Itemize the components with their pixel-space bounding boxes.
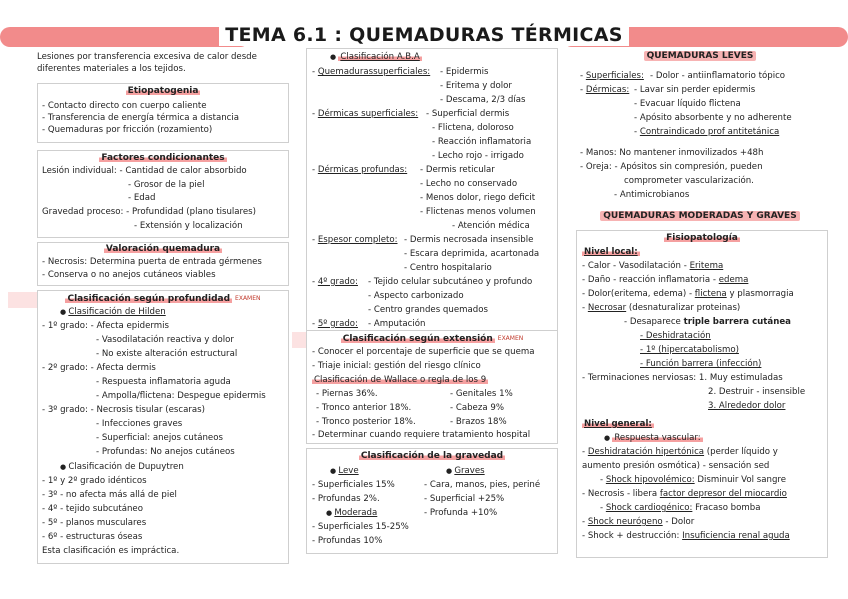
etiopatogenia-heading: Etiopatogenia [127, 86, 199, 96]
general-label: Nivel general: [584, 419, 652, 429]
leves-more: - Oreja: - Apósitos sin compresión, pueden [580, 162, 763, 172]
extension-line: - Conocer el porcentaje de superficie que se quema [312, 347, 535, 357]
graves-line: - Cara, manos, pies, periné [424, 480, 541, 490]
moderada-line: - Profundas 10% [312, 536, 383, 546]
local-line: - Terminaciones nerviosas: 1. Muy estimuladas [582, 373, 783, 383]
leves-sup-line: - Dolor - antiinflamatorio tópico [650, 71, 786, 81]
extension-line: - Triaje inicial: gestión del riesgo clínico [312, 361, 481, 371]
aba-ds-line: - Lecho rojo - irrigado [432, 151, 524, 161]
aba-dp-line: - Menos dolor, riego deficit [420, 193, 536, 203]
local-line: 3. Alrededor dolor [708, 401, 786, 411]
local-line: - Deshidratación [640, 331, 711, 341]
wallace-line: - Brazos 18% [450, 417, 507, 427]
general-line: - Shock cardiogénico: Fracaso bomba [600, 503, 761, 513]
leves-heading: QUEMADURAS LEVES [575, 51, 825, 62]
local-line: - Función barrera (infección) [640, 359, 762, 369]
valoracion-heading: Valoración quemadura [105, 244, 221, 254]
leve-line: - Profundas 2%. [312, 494, 380, 504]
extension-last: - Determinar cuando requiere tratamiento hospital [312, 430, 531, 440]
factores-line: - Extensión y localización [134, 221, 243, 231]
aba-ec-label: - Espesor completo: [312, 235, 398, 245]
aba-ec-line: - Escara deprimida, acartonada [404, 249, 540, 259]
wallace-label: Clasificación de Wallace o regla de los 9 [314, 375, 487, 385]
dupuytren-line: - 5º - planos musculares [42, 518, 147, 528]
moderada-line: - Superficiales 15-25% [312, 522, 409, 532]
vascular-label: ● Respuesta vascular: [604, 433, 703, 444]
local-line: - Daño - reacción inflamatoria - edema [582, 275, 749, 285]
hilden-line: - Respuesta inflamatoria aguda [96, 377, 231, 387]
wallace-line: - Cabeza 9% [450, 403, 504, 413]
aba-heading: ● Clasificación A.B.A [330, 52, 422, 63]
dupuytren-line: - 3º - no afecta más allá de piel [42, 490, 177, 500]
hilden-label: ● Clasificación de Hilden [60, 307, 166, 318]
gravedad-heading: Clasificación de la gravedad [360, 451, 504, 461]
aba-g4-line: - Centro grandes quemados [368, 305, 488, 315]
hilden-line: - Profundas: No anejos cutáneos [96, 447, 235, 457]
local-label: Nivel local: [584, 247, 638, 257]
hilden-line: - Superficial: anejos cutáneos [96, 433, 223, 443]
moderadas-heading: QUEMADURAS MODERADAS Y GRAVES [575, 211, 825, 222]
general-line: - Shock + destrucción: Insuficiencia renal aguda [582, 531, 790, 541]
graves-line: - Superficial +25% [424, 494, 505, 504]
aba-ds-label: - Dérmicas superficiales: [312, 109, 419, 119]
leve-label: ● Leve [330, 466, 359, 477]
aba-g4-label: - 4º grado: [312, 277, 358, 287]
moderada-label: ● Moderada [326, 508, 377, 519]
local-line: - Desaparece triple barrera cutánea [624, 317, 791, 327]
factores-line: Lesión individual: - Cantidad de calor absorbido [42, 166, 247, 176]
leves-more: - Manos: No mantener inmovilizados +48h [580, 148, 764, 158]
dupuytren-line: - 6º - estructuras óseas [42, 532, 143, 542]
hilden-line: - Ampolla/flictena: Despegue epidermis [96, 391, 266, 401]
aba-dp-line: - Flictenas menos volumen [420, 207, 536, 217]
leves-contra: - Contraindicado prof antitetánica [634, 127, 780, 137]
valoracion-line: - Conserva o no anejos cutáneos viables [42, 270, 216, 280]
graves-label: ● Graves [446, 466, 485, 477]
aba-sup-line: - Eritema y dolor [440, 81, 512, 91]
hilden-line: - No existe alteración estructural [96, 349, 238, 359]
local-line: - 1º (hipercatabolismo) [640, 345, 739, 355]
aba-ds-line: - Superficial dermis [426, 109, 510, 119]
leves-sup-label: - Superficiales: [580, 71, 644, 81]
hilden-line: - 2º grado: - Afecta dermis [42, 363, 156, 373]
aba-ds-line: - Reacción inflamatoria [432, 137, 532, 147]
intro-line-1: Lesiones por transferencia excesiva de calor desde [37, 52, 257, 62]
dupuytren-label: ● Clasificación de Dupuytren [60, 462, 184, 473]
local-line: 2. Destruir - insensible [708, 387, 806, 397]
leves-der-label: - Dérmicas: [580, 85, 630, 95]
aba-dp-line: - Atención médica [452, 221, 530, 231]
intro-line-2: diferentes materiales a los tejidos. [37, 64, 186, 74]
extension-heading: Clasificación según extensión EXAMEN [342, 334, 524, 344]
leves-der-line: - Evacuar líquido flictena [634, 99, 741, 109]
aba-dp-line: - Dermis reticular [420, 165, 495, 175]
etio-line: - Quemaduras por fricción (rozamiento) [42, 125, 213, 135]
aba-ec-line: - Centro hospitalario [404, 263, 492, 273]
factores-heading: Factores condicionantes [101, 153, 225, 163]
aba-g4-line: - Tejido celular subcutáneo y profundo [368, 277, 533, 287]
aba-sup-line: - Epidermis [440, 67, 489, 77]
dupuytren-line: - 4º - tejido subcutáneo [42, 504, 143, 514]
general-line: - Necrosis - libera factor depresor del miocardio [582, 489, 787, 499]
aba-g4-line: - Aspecto carbonizado [368, 291, 464, 301]
factores-line: - Grosor de la piel [128, 180, 205, 190]
wallace-line: - Tronco anterior 18%. [316, 403, 412, 413]
factores-line: - Edad [128, 193, 156, 203]
aba-sup-line: - Descama, 2/3 días [440, 95, 526, 105]
wallace-line: - Tronco posterior 18%. [316, 417, 416, 427]
hilden-line: - 1º grado: - Afecta epidermis [42, 321, 169, 331]
aba-ds-line: - Flictena, doloroso [432, 123, 514, 133]
aba-g5-line: - Amputación [368, 319, 426, 329]
leves-more: comprometer vascularización. [624, 176, 754, 186]
etio-line: - Transferencia de energía térmica a distancia [42, 113, 240, 123]
aba-sup-label: - Quemadurassuperficiales: [312, 67, 431, 77]
general-line: - Shock hipovolémico: Disminuir Vol sangre [600, 475, 787, 485]
hilden-line: - Infecciones graves [96, 419, 183, 429]
wallace-line: - Piernas 36%. [316, 389, 378, 399]
local-line: - Dolor(eritema, edema) - flictena y plasmorragia [582, 289, 794, 299]
hilden-line: - Vasodilatación reactiva y dolor [96, 335, 234, 345]
dupuytren-line: Esta clasificación es impráctica. [42, 546, 180, 556]
hilden-line: - 3º grado: - Necrosis tisular (escaras) [42, 405, 205, 415]
leves-more: - Antimicrobianos [614, 190, 690, 200]
leves-der-line: - Apósito absorbente y no adherente [634, 113, 792, 123]
local-line: - Necrosar (desnaturalizar proteinas) [582, 303, 741, 313]
profundidad-heading: Clasificación según profundidad EXAMEN [67, 294, 261, 304]
general-line: aumento presión osmótica) - sensación sed [582, 461, 770, 471]
aba-ec-line: - Dermis necrosada insensible [404, 235, 534, 245]
valoracion-line: - Necrosis: Determina puerta de entrada gérmenes [42, 257, 262, 267]
factores-line: Gravedad proceso: - Profundidad (plano tisulares) [42, 207, 256, 217]
aba-dp-label: - Dérmicas profundas: [312, 165, 408, 175]
page-title: TEMA 6.1 : QUEMADURAS TÉRMICAS [0, 24, 848, 46]
graves-line: - Profunda +10% [424, 508, 498, 518]
dupuytren-line: - 1º y 2º grado idénticos [42, 476, 147, 486]
leves-der-line: - Lavar sin perder epidermis [634, 85, 756, 95]
etio-line: - Contacto directo con cuerpo caliente [42, 101, 207, 111]
general-line: - Shock neurógeno - Dolor [582, 517, 695, 527]
local-line: - Calor - Vasodilatación - Eritema [582, 261, 724, 271]
leve-line: - Superficiales 15% [312, 480, 395, 490]
general-line: - Deshidratación hipertónica (perder líquido y [582, 447, 778, 457]
aba-g5-label: - 5º grado: [312, 319, 358, 329]
aba-dp-line: - Lecho no conservado [420, 179, 518, 189]
wallace-line: - Genitales 1% [450, 389, 513, 399]
fisio-heading: Fisiopatología [666, 233, 738, 243]
